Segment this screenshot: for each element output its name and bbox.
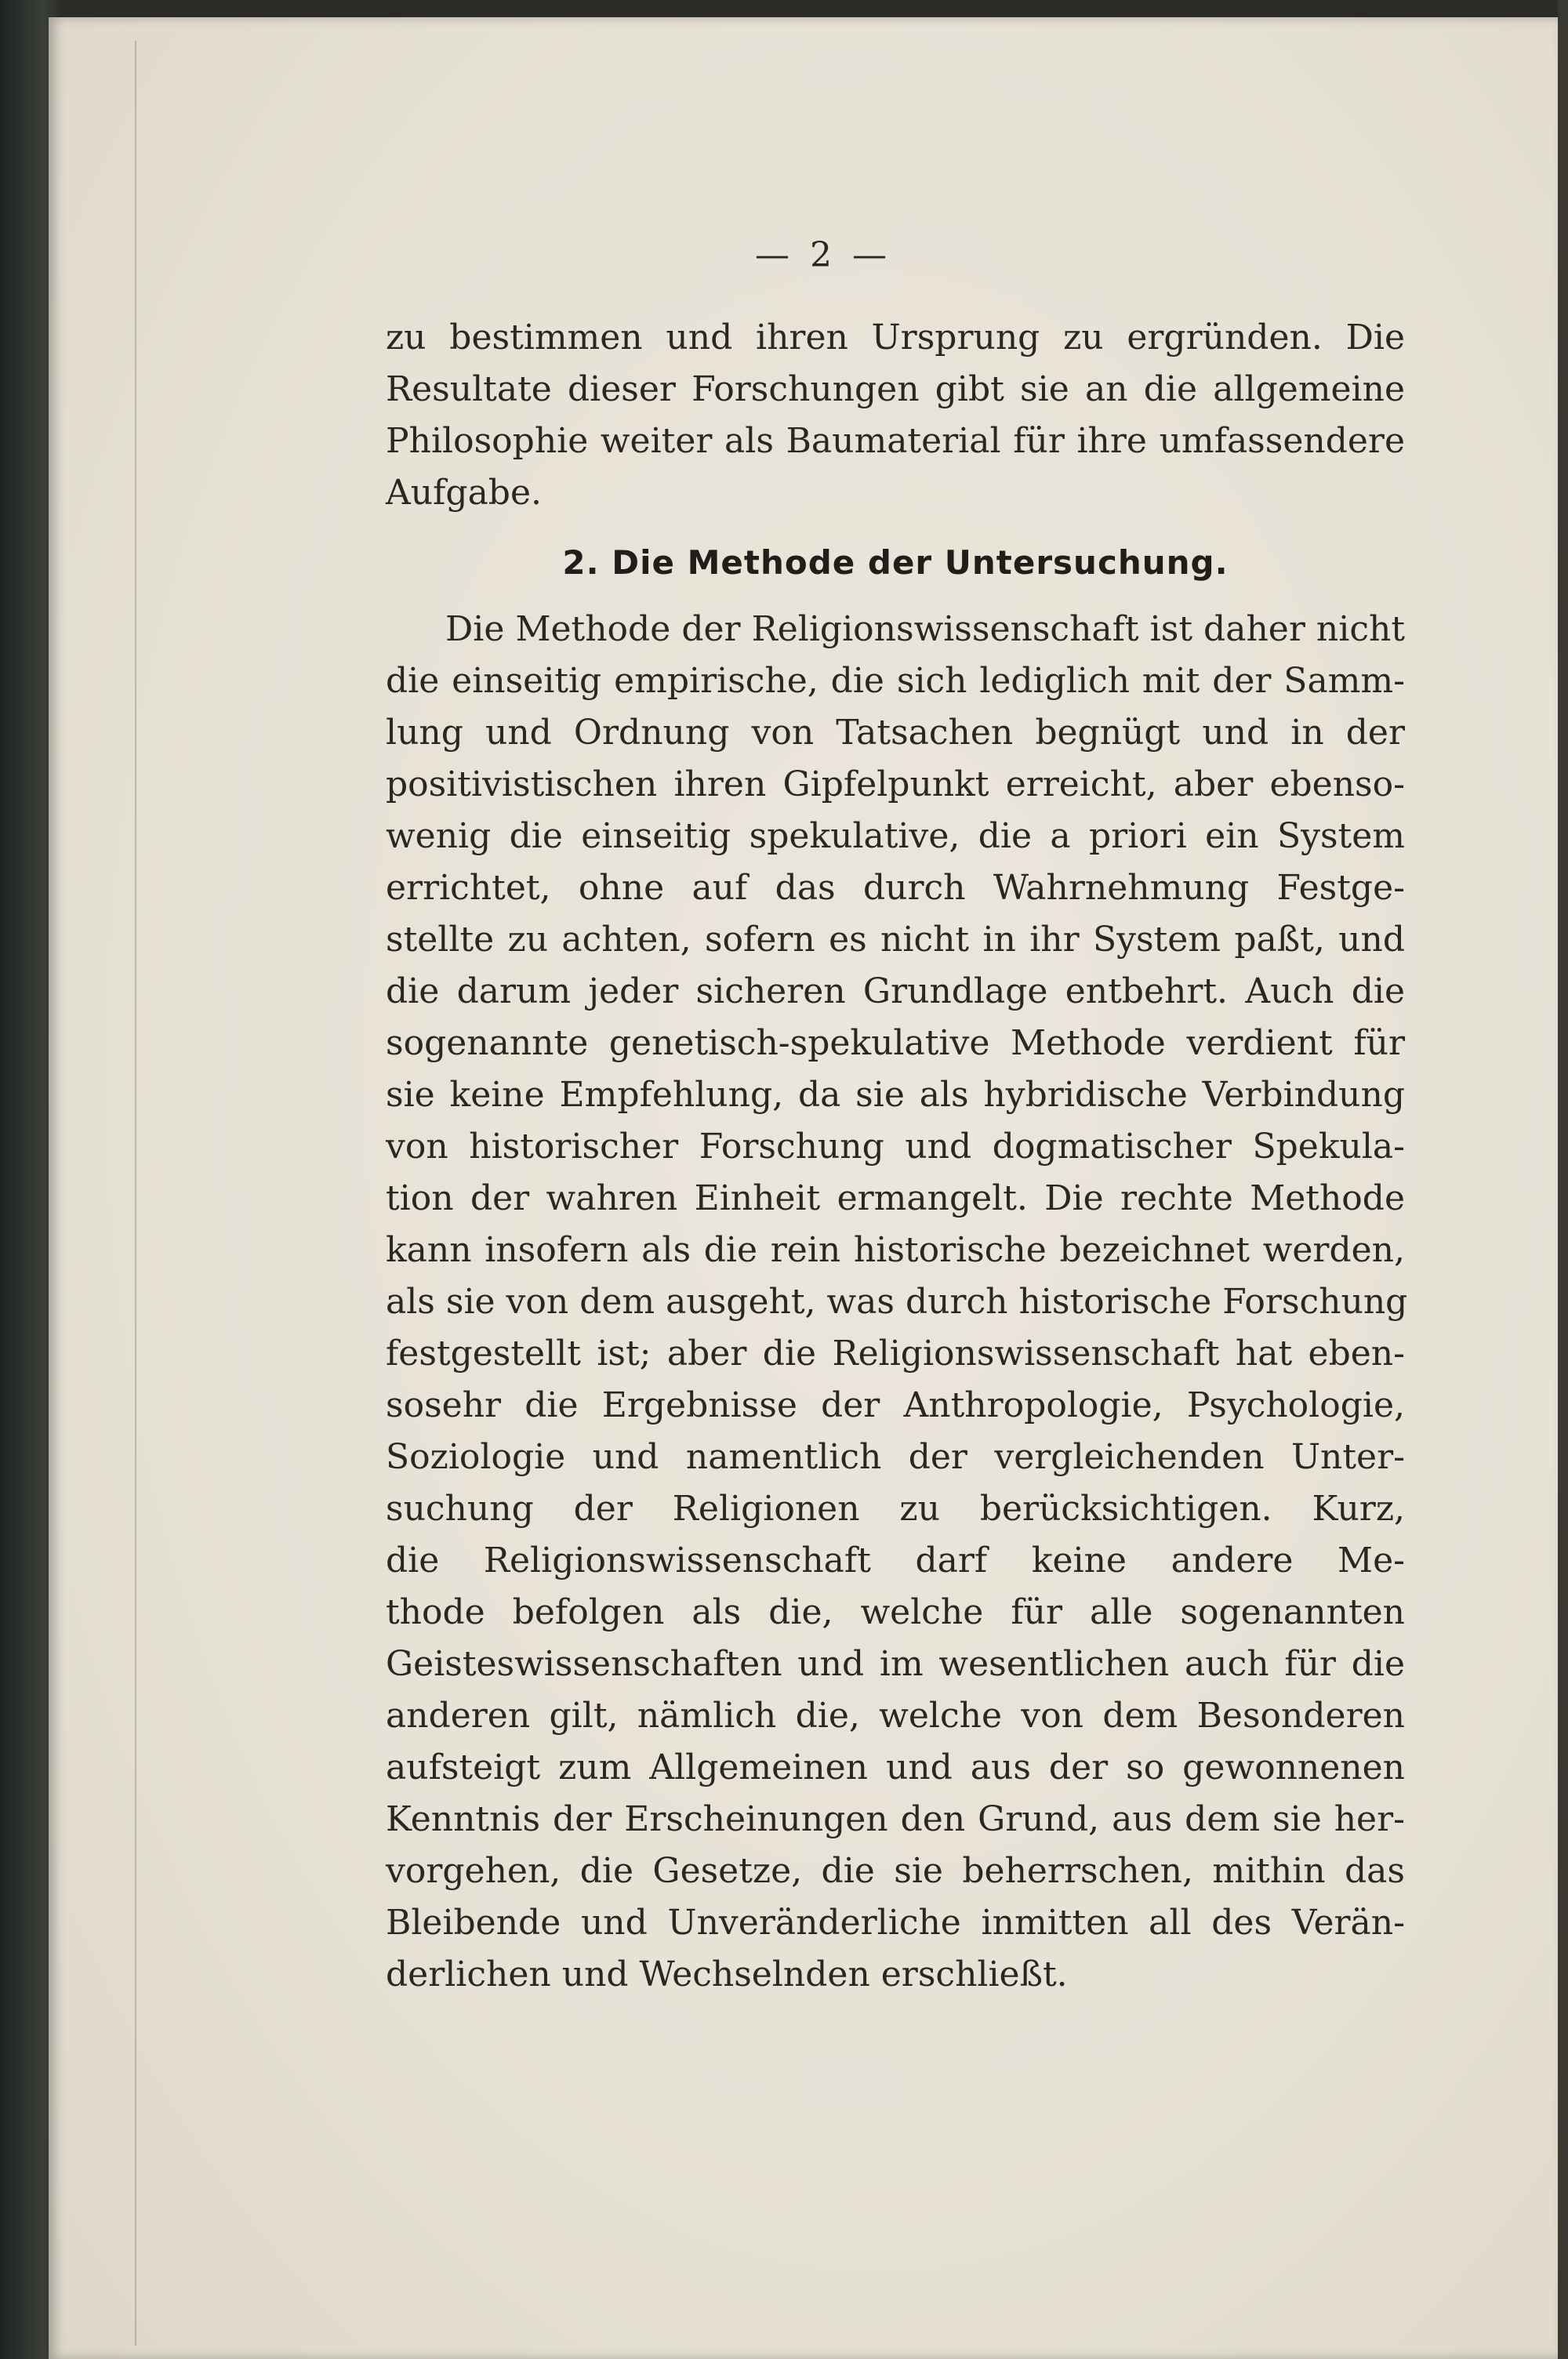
method-paragraph bbox=[386, 604, 1408, 2001]
text-line: Soziologie und namentlich der vergleichenden Unter- bbox=[386, 1437, 1405, 1477]
text-line: stellte zu achten, sofern es nicht in ihr System paßt, und bbox=[386, 920, 1405, 960]
section-heading: 2. Die Methode der Untersuchung. bbox=[562, 543, 1229, 582]
text-line: wenig die einseitig spekulative, die a priori ein System bbox=[386, 816, 1405, 856]
text-line: die Religionswissenschaft darf keine andere Me- bbox=[386, 1541, 1405, 1581]
text-line: derlichen und Wechselnden erschließt. bbox=[386, 1954, 1068, 1994]
text-line: zu bestimmen und ihren Ursprung zu ergründen. Die bbox=[386, 318, 1405, 357]
text-line: sogenannte genetisch-spekulative Methode verdient für bbox=[386, 1023, 1405, 1063]
text-line: Kenntnis der Erscheinungen den Grund, aus dem sie her- bbox=[386, 1799, 1405, 1839]
text-line: festgestellt ist; aber die Religionswissenschaft hat eben- bbox=[386, 1334, 1405, 1374]
text-line: von historischer Forschung und dogmatischer Spekula- bbox=[386, 1127, 1405, 1167]
text-line: als sie von dem ausgeht, was durch historische Forschung bbox=[386, 1282, 1408, 1322]
text-line: Die Methode der Religionswissenschaft ist daher nicht bbox=[445, 609, 1405, 649]
text-line: Resultate dieser Forschungen gibt sie an die allgemeine bbox=[386, 369, 1405, 409]
text-line: sosehr die Ergebnisse der Anthropologie, Psychologie, bbox=[386, 1385, 1405, 1425]
text-line: tion der wahren Einheit ermangelt. Die rechte Methode bbox=[386, 1178, 1405, 1218]
text-line: thode befolgen als die, welche für alle sogenannten bbox=[386, 1592, 1405, 1632]
text-line: errichtet, ohne auf das durch Wahrnehmung Festge- bbox=[386, 868, 1405, 908]
text-line: Bleibende und Unveränderliche inmitten all des Verän- bbox=[386, 1903, 1405, 1943]
page-number: — 2 — bbox=[755, 235, 891, 275]
text-line: die einseitig empirische, die sich lediglich mit der Samm- bbox=[386, 661, 1405, 701]
intro-paragraph bbox=[386, 312, 1405, 519]
text-line: aufsteigt zum Allgemeinen und aus der so gewonnenen bbox=[386, 1747, 1405, 1787]
text-line: sie keine Empfehlung, da sie als hybridische Verbindung bbox=[386, 1075, 1405, 1115]
text-line: kann insofern als die rein historische bezeichnet werden, bbox=[386, 1230, 1405, 1270]
text-block bbox=[386, 312, 1408, 2001]
text-line: Geisteswissenschaften und im wesentlichen auch für die bbox=[386, 1644, 1405, 1684]
page-margin-crease bbox=[135, 41, 136, 2346]
text-line: positivistischen ihren Gipfelpunkt erreicht, aber ebenso- bbox=[386, 764, 1405, 804]
text-line: Philosophie weiter als Baumaterial für ihre umfassendere bbox=[386, 421, 1405, 461]
text-line: die darum jeder sicheren Grundlage entbehrt. Auch die bbox=[386, 971, 1405, 1011]
text-line: Aufgabe. bbox=[386, 473, 542, 513]
text-line: vorgehen, die Gesetze, die sie beherrschen, mithin das bbox=[386, 1851, 1405, 1891]
text-line: suchung der Religionen zu berücksichtigen. Kurz, bbox=[386, 1489, 1405, 1529]
scan-border bbox=[1558, 0, 1568, 2359]
text-line: lung und Ordnung von Tatsachen begnügt und in der bbox=[386, 713, 1405, 753]
text-line: anderen gilt, nämlich die, welche von dem Besonderen bbox=[386, 1696, 1405, 1736]
